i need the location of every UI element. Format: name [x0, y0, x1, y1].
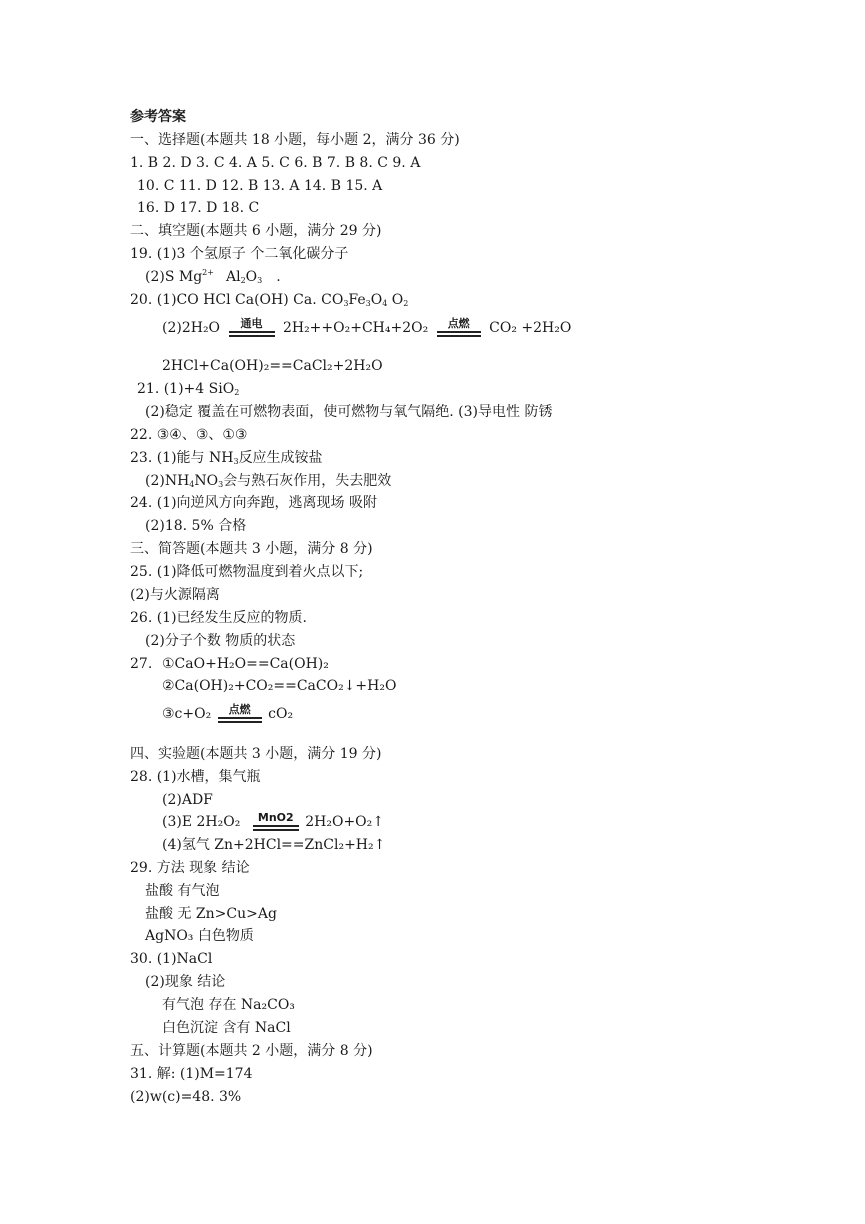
q23-part2: $(2)NH_4NO_3$会与熟石灰作用，失去肥效: [145, 473, 392, 489]
q31-part2: (2)w(c)=48. 3%: [130, 1089, 242, 1105]
q28-part4: (4)氢气 Zn+2HCl==ZnCl₂+H₂↑: [162, 837, 386, 853]
page-title: 参考答案: [130, 109, 186, 125]
q20-equation-2: 2HCl+Ca(OH)₂==CaCl₂+2H₂O: [162, 358, 383, 374]
q24-part2: (2)18. 5% 合格: [145, 518, 247, 534]
q28-part3: (3)E 2H₂O₂ MnO2 2H₂O+O₂↑: [162, 811, 384, 830]
q20-part1: 20. (1)CO HCl Ca(OH) Ca. $CO_3Fe_3O_4$ $O_2$: [130, 292, 409, 308]
q29-row-2: 盐酸 无 Zn>Cu>Ag: [145, 906, 277, 922]
section-1-heading: 一、选择题(本题共 18 小题，每小题 2，满分 36 分): [130, 132, 460, 148]
electrolysis-condition: 通电: [229, 318, 275, 337]
q26-part2: (2)分子个数 物质的状态: [145, 633, 296, 649]
q30-row-1: 有气泡 存在 Na₂CO₃: [162, 997, 295, 1013]
q21-part2: (2)稳定 覆盖在可燃物表面，使可燃物与氧气隔绝. (3)导电性 防锈: [145, 404, 553, 420]
q27-equation-1: ①CaO+H₂O==Ca(OH)₂: [162, 656, 329, 672]
q28-part2: (2)ADF: [162, 792, 213, 808]
q25-part2: (2)与火源隔离: [130, 587, 220, 603]
q24-part1: 24. (1)向逆风方向奔跑，逃离现场 吸附: [130, 495, 377, 511]
q25-part1: 25. (1)降低可燃物温度到着火点以下;: [130, 564, 364, 580]
section-2-heading: 二、填空题(本题共 6 小题，满分 29 分): [130, 223, 382, 239]
q27-equation-3: ③c+O₂ 点燃 cO₂: [162, 703, 294, 722]
q26-part1: 26. (1)已经发生反应的物质.: [130, 610, 307, 626]
q21-part1: 21. (1)+4 SiO$_2$: [137, 381, 240, 397]
q28-part1: 28. (1)水槽，集气瓶: [130, 769, 261, 785]
section-4-heading: 四、实验题(本题共 3 小题，满分 19 分): [130, 746, 382, 762]
q30-part2: (2)现象 结论: [145, 974, 226, 990]
q31-part1: 31. 解: (1)M=174: [130, 1066, 253, 1082]
catalyst-condition: MnO2: [253, 812, 299, 831]
q29-row-1: 盐酸 有气泡: [145, 883, 220, 899]
q30-row-2: 白色沉淀 含有 NaCl: [162, 1020, 291, 1036]
ignition-condition: 点燃: [218, 704, 262, 723]
answers-1-9: 1. B 2. D 3. C 4. A 5. C 6. B 7. B 8. C 9. A: [130, 155, 421, 171]
q20-equation-1: (2)2H₂O 通电 2H₂++O₂+CH₄+2O₂ 点燃 CO₂ +2H₂O: [162, 317, 572, 336]
q30-part1: 30. (1)NaCl: [130, 951, 213, 967]
section-5-heading: 五、计算题(本题共 2 小题，满分 8 分): [130, 1043, 373, 1059]
q19-part1: 19. (1)3 个氢原子 个二氧化碳分子: [130, 246, 349, 262]
q29-row-3: AgNO₃ 白色物质: [145, 928, 254, 944]
q22: 22. ③④、③、①③: [130, 427, 248, 443]
answers-16-18: 16. D 17. D 18. C: [137, 200, 260, 216]
q23-part1: 23. (1)能与 $NH_3$反应生成铵盐: [130, 450, 323, 466]
q19-part2: (2)S $Mg^{2+}$ $Al_2O_3$ .: [145, 268, 281, 285]
answers-10-15: 10. C 11. D 12. B 13. A 14. B 15. A: [137, 178, 383, 194]
q29-header: 29. 方法 现象 结论: [130, 860, 250, 876]
ignition-condition: 点燃: [437, 318, 481, 337]
q27-equation-2: ②Ca(OH)₂+CO₂==CaCO₂↓+H₂O: [162, 678, 397, 694]
section-3-heading: 三、简答题(本题共 3 小题，满分 8 分): [130, 541, 373, 557]
q27-label: 27.: [130, 656, 153, 672]
